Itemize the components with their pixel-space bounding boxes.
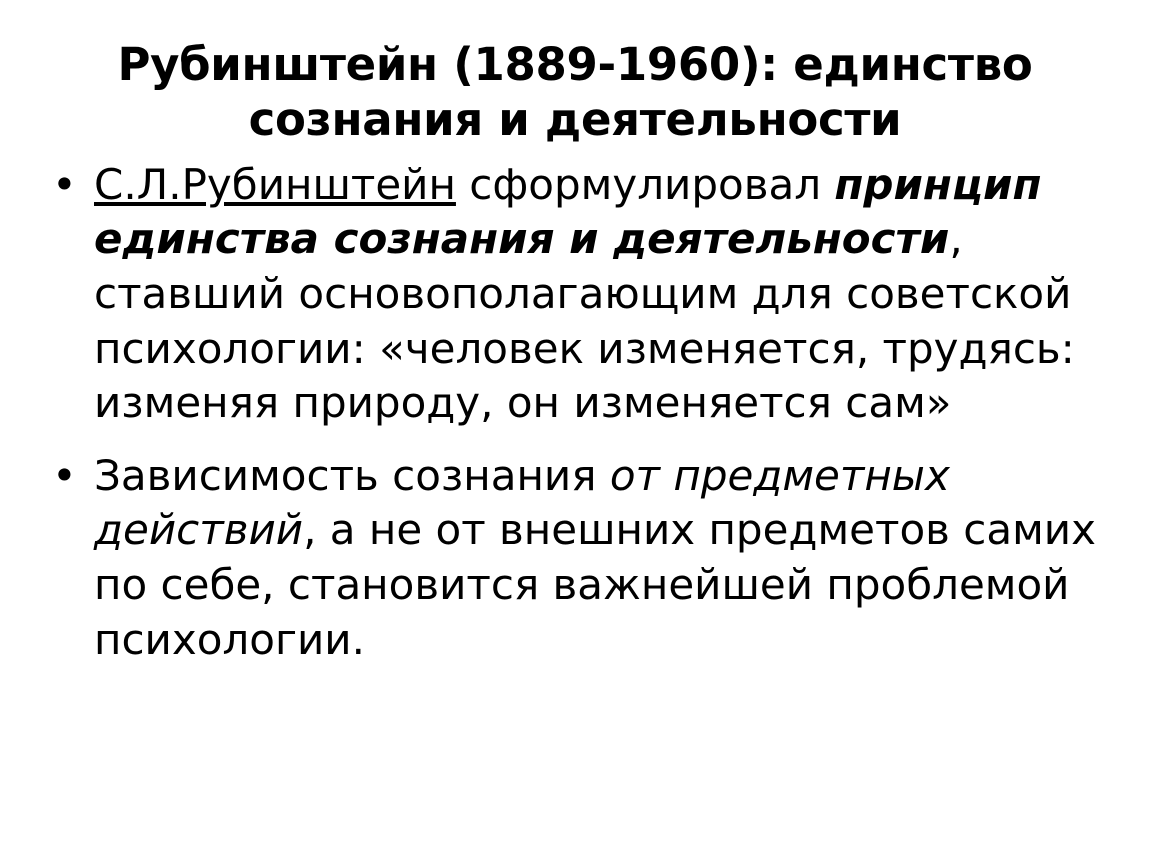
- text-run: от предметных действий: [94, 450, 950, 555]
- text-run: С.Л.Рубинштейн: [94, 159, 456, 209]
- list-item: [38, 449, 1112, 667]
- bullet-marker: •: [52, 159, 77, 209]
- bullet-text-1: [94, 160, 1075, 427]
- bullet-text-2: [94, 451, 1096, 664]
- list-item: [38, 158, 1112, 431]
- bullet-list: [38, 158, 1112, 667]
- text-run: , ставший основополагающим для советской психологии: «человек изменяется, трудясь: изменяя природу, он изменяется сам»: [94, 214, 1075, 428]
- text-run: , а не от внешних предметов самих по себе, становится важнейшей проблемой психологии.: [94, 505, 1096, 664]
- bullet-marker: •: [52, 450, 77, 500]
- page-title: Рубинштейн (1889-1960): единство сознания и деятельности: [117, 38, 1033, 146]
- text-run: принцип единства сознания и деятельности: [94, 159, 1042, 264]
- text-run: сформулировал: [455, 159, 835, 209]
- text-run: Зависимость сознания: [94, 450, 610, 500]
